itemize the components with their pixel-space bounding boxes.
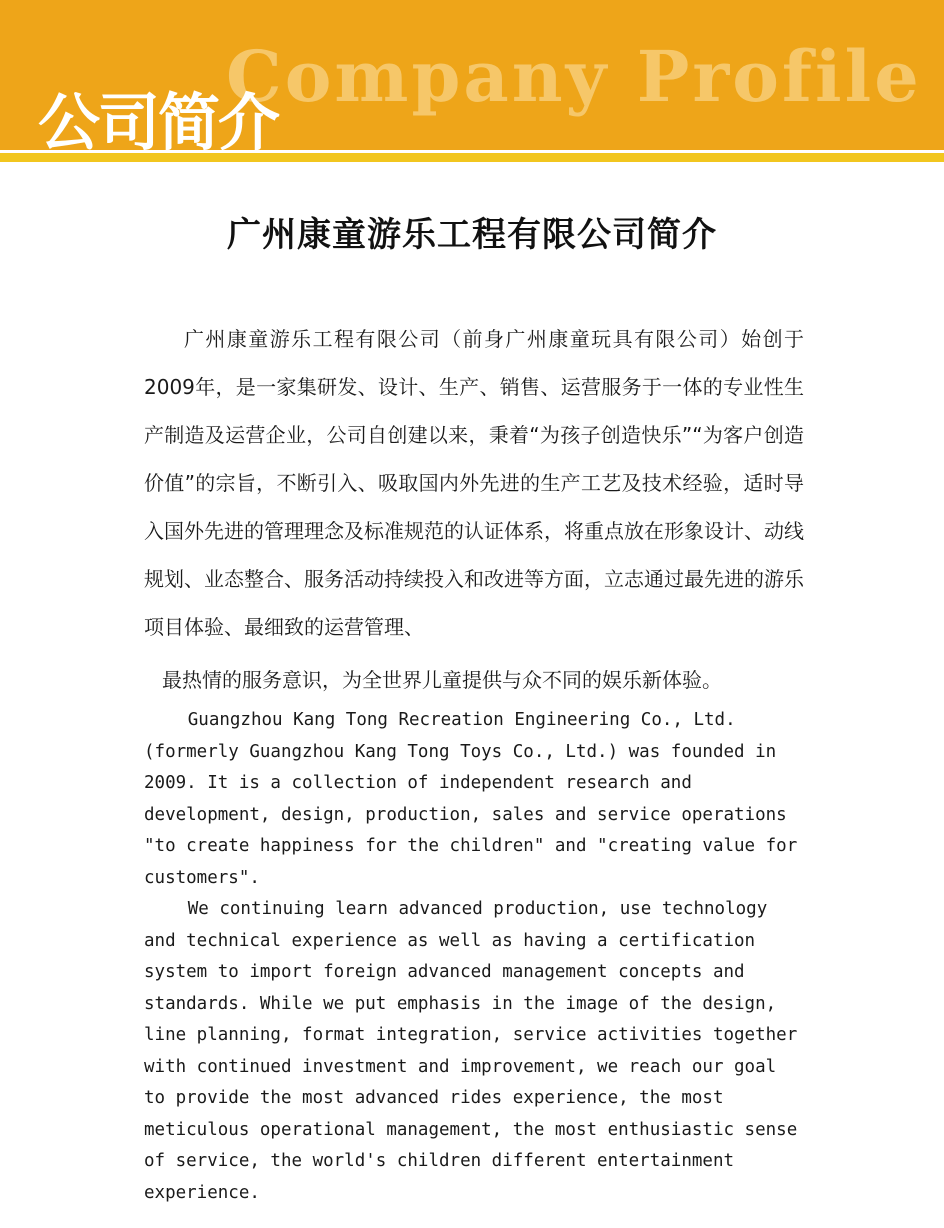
chinese-paragraph: 广州康童游乐工程有限公司（前身广州康童玩具有限公司）始创于2009年，是一家集研发、设计、生产、销售、运营服务于一体的专业性生产制造及运营企业，公司自创建以来，秉着“为孩子创造快乐”“为客户创造价值”的宗旨，不断引入、吸取国内外先进的生产工艺及技术经验，适时导入国外先进的管理理念及标准规范的认证体系，将重点放在形象设计、动线规划、业态整合、服务活动持续投入和改进等方面，立志通过最先进的游乐项目体验、最细致的运营管理、 — [144, 327, 804, 639]
page-title: 广州康童游乐工程有限公司简介 — [227, 215, 717, 255]
banner-chinese-title: 公司简介 — [38, 86, 279, 159]
chinese-paragraph-last-line: 最热情的服务意识，为全世界儿童提供与众不同的娱乐新体验。 — [162, 668, 722, 692]
banner-english-title: Company Profile — [226, 35, 922, 118]
english-paragraph-2: We continuing learn advanced production, use technology and technical experience as well as having a certification system to import foreign advanced management concepts and standards. While we put emphasis in the image of the design, line planning, format integration, service activities together with continued investment and improvement, we reach our goal to provide the most advanced rides experience, the most meticulous operational management, the most enthusiastic sense of service, the world's children different entertainment experience. — [144, 899, 798, 1203]
english-paragraph-1: Guangzhou Kang Tong Recreation Engineering Co., Ltd. (formerly Guangzhou Kang Tong Toys Co., Ltd.) was founded in 2009. It is a collection of independent research and development, design, production, sales and service operations "to create happiness for the children" and "creating value for customers". — [144, 710, 798, 888]
